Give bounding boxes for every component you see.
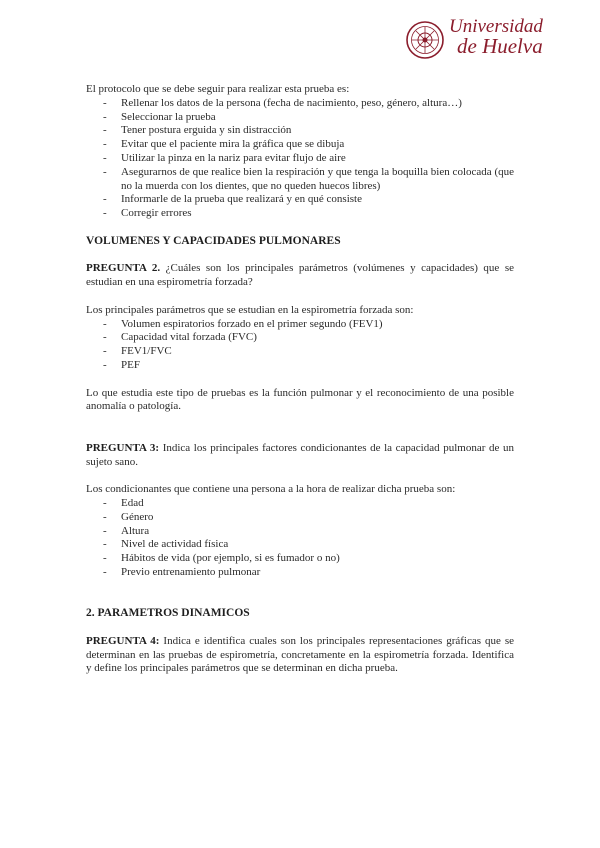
question-2 [86, 262, 514, 290]
list-item: - Género [86, 511, 514, 525]
protocol-list [86, 97, 514, 221]
list-item: - Corregir errores [86, 207, 514, 221]
list-item: - Evitar que el paciente mira la gráfica que se dibuja [86, 138, 514, 152]
list-item: - FEV1/FVC [86, 345, 514, 359]
q2-conclusion: Lo que estudia este tipo de pruebas es la función pulmonar y el reconocimiento de una posible anomalía o patología. [86, 386, 514, 413]
university-seal-icon [405, 20, 445, 60]
section-heading-dynamic: 2. PARAMETROS DINAMICOS [86, 607, 250, 620]
list-item: - Hábitos de vida (por ejemplo, si es fumador o no) [86, 552, 514, 566]
question-2-label: PREGUNTA 2. [86, 262, 161, 275]
list-item: - Capacidad vital forzada (FVC) [86, 331, 514, 345]
document-body [86, 83, 514, 676]
question-4-text: Indica e identifica cuales son los principales representaciones gráficas que se determinan en las pruebas de espirometría, concretamente en la espirometría forzada. Identifica y define los principales parámetros que se determinan en dicha prueba. [86, 634, 514, 675]
list-item: - Tener postura erguida y sin distracción [86, 124, 514, 138]
logo-line-2: de Huelva [457, 34, 543, 58]
list-item: - Previo entrenamiento pulmonar [86, 566, 514, 580]
question-2-text: ¿Cuáles son los principales parámetros (volúmenes y capacidades) que se estudian en una espirometría forzada? [86, 262, 514, 289]
section-heading-volumes: VOLUMENES Y CAPACIDADES PULMONARES [86, 234, 341, 247]
list-item: - Informarle de la prueba que realizará y en qué consiste [86, 193, 514, 207]
q2-parameter-list [86, 318, 514, 373]
question-4 [86, 635, 514, 676]
q2-answer-intro: Los principales parámetros que se estudian en la espirometría forzada son: [86, 303, 414, 316]
q3-factor-list [86, 497, 514, 580]
question-4-label: PREGUNTA 4: [86, 634, 160, 647]
list-item: - PEF [86, 359, 514, 373]
question-3-text: Indica los principales factores condicionantes de la capacidad pulmonar de un sujeto sano. [86, 441, 514, 468]
list-item: - Altura [86, 525, 514, 539]
list-item: - Volumen espiratorios forzado en el primer segundo (FEV1) [86, 318, 514, 332]
list-item: - Edad [86, 497, 514, 511]
protocol-intro: El protocolo que se debe seguir para realizar esta prueba es: [86, 83, 350, 95]
list-item: - Utilizar la pinza en la nariz para evitar flujo de aire [86, 152, 514, 166]
question-3 [86, 442, 514, 470]
q3-answer-intro: Los condicionantes que contiene una persona a la hora de realizar dicha prueba son: [86, 483, 456, 496]
university-logo [405, 16, 543, 68]
question-3-label: PREGUNTA 3: [86, 441, 160, 454]
logo-line-1: Universidad [449, 16, 543, 37]
list-item: - Rellenar los datos de la persona (fecha de nacimiento, peso, género, altura…) [86, 97, 514, 111]
list-item: - Asegurarnos de que realice bien la respiración y que tenga la boquilla bien colocada (que no la muerda con los dientes, que no queden huecos libres) [86, 166, 514, 194]
list-item: - Seleccionar la prueba [86, 111, 514, 125]
list-item: - Nivel de actividad física [86, 538, 514, 552]
